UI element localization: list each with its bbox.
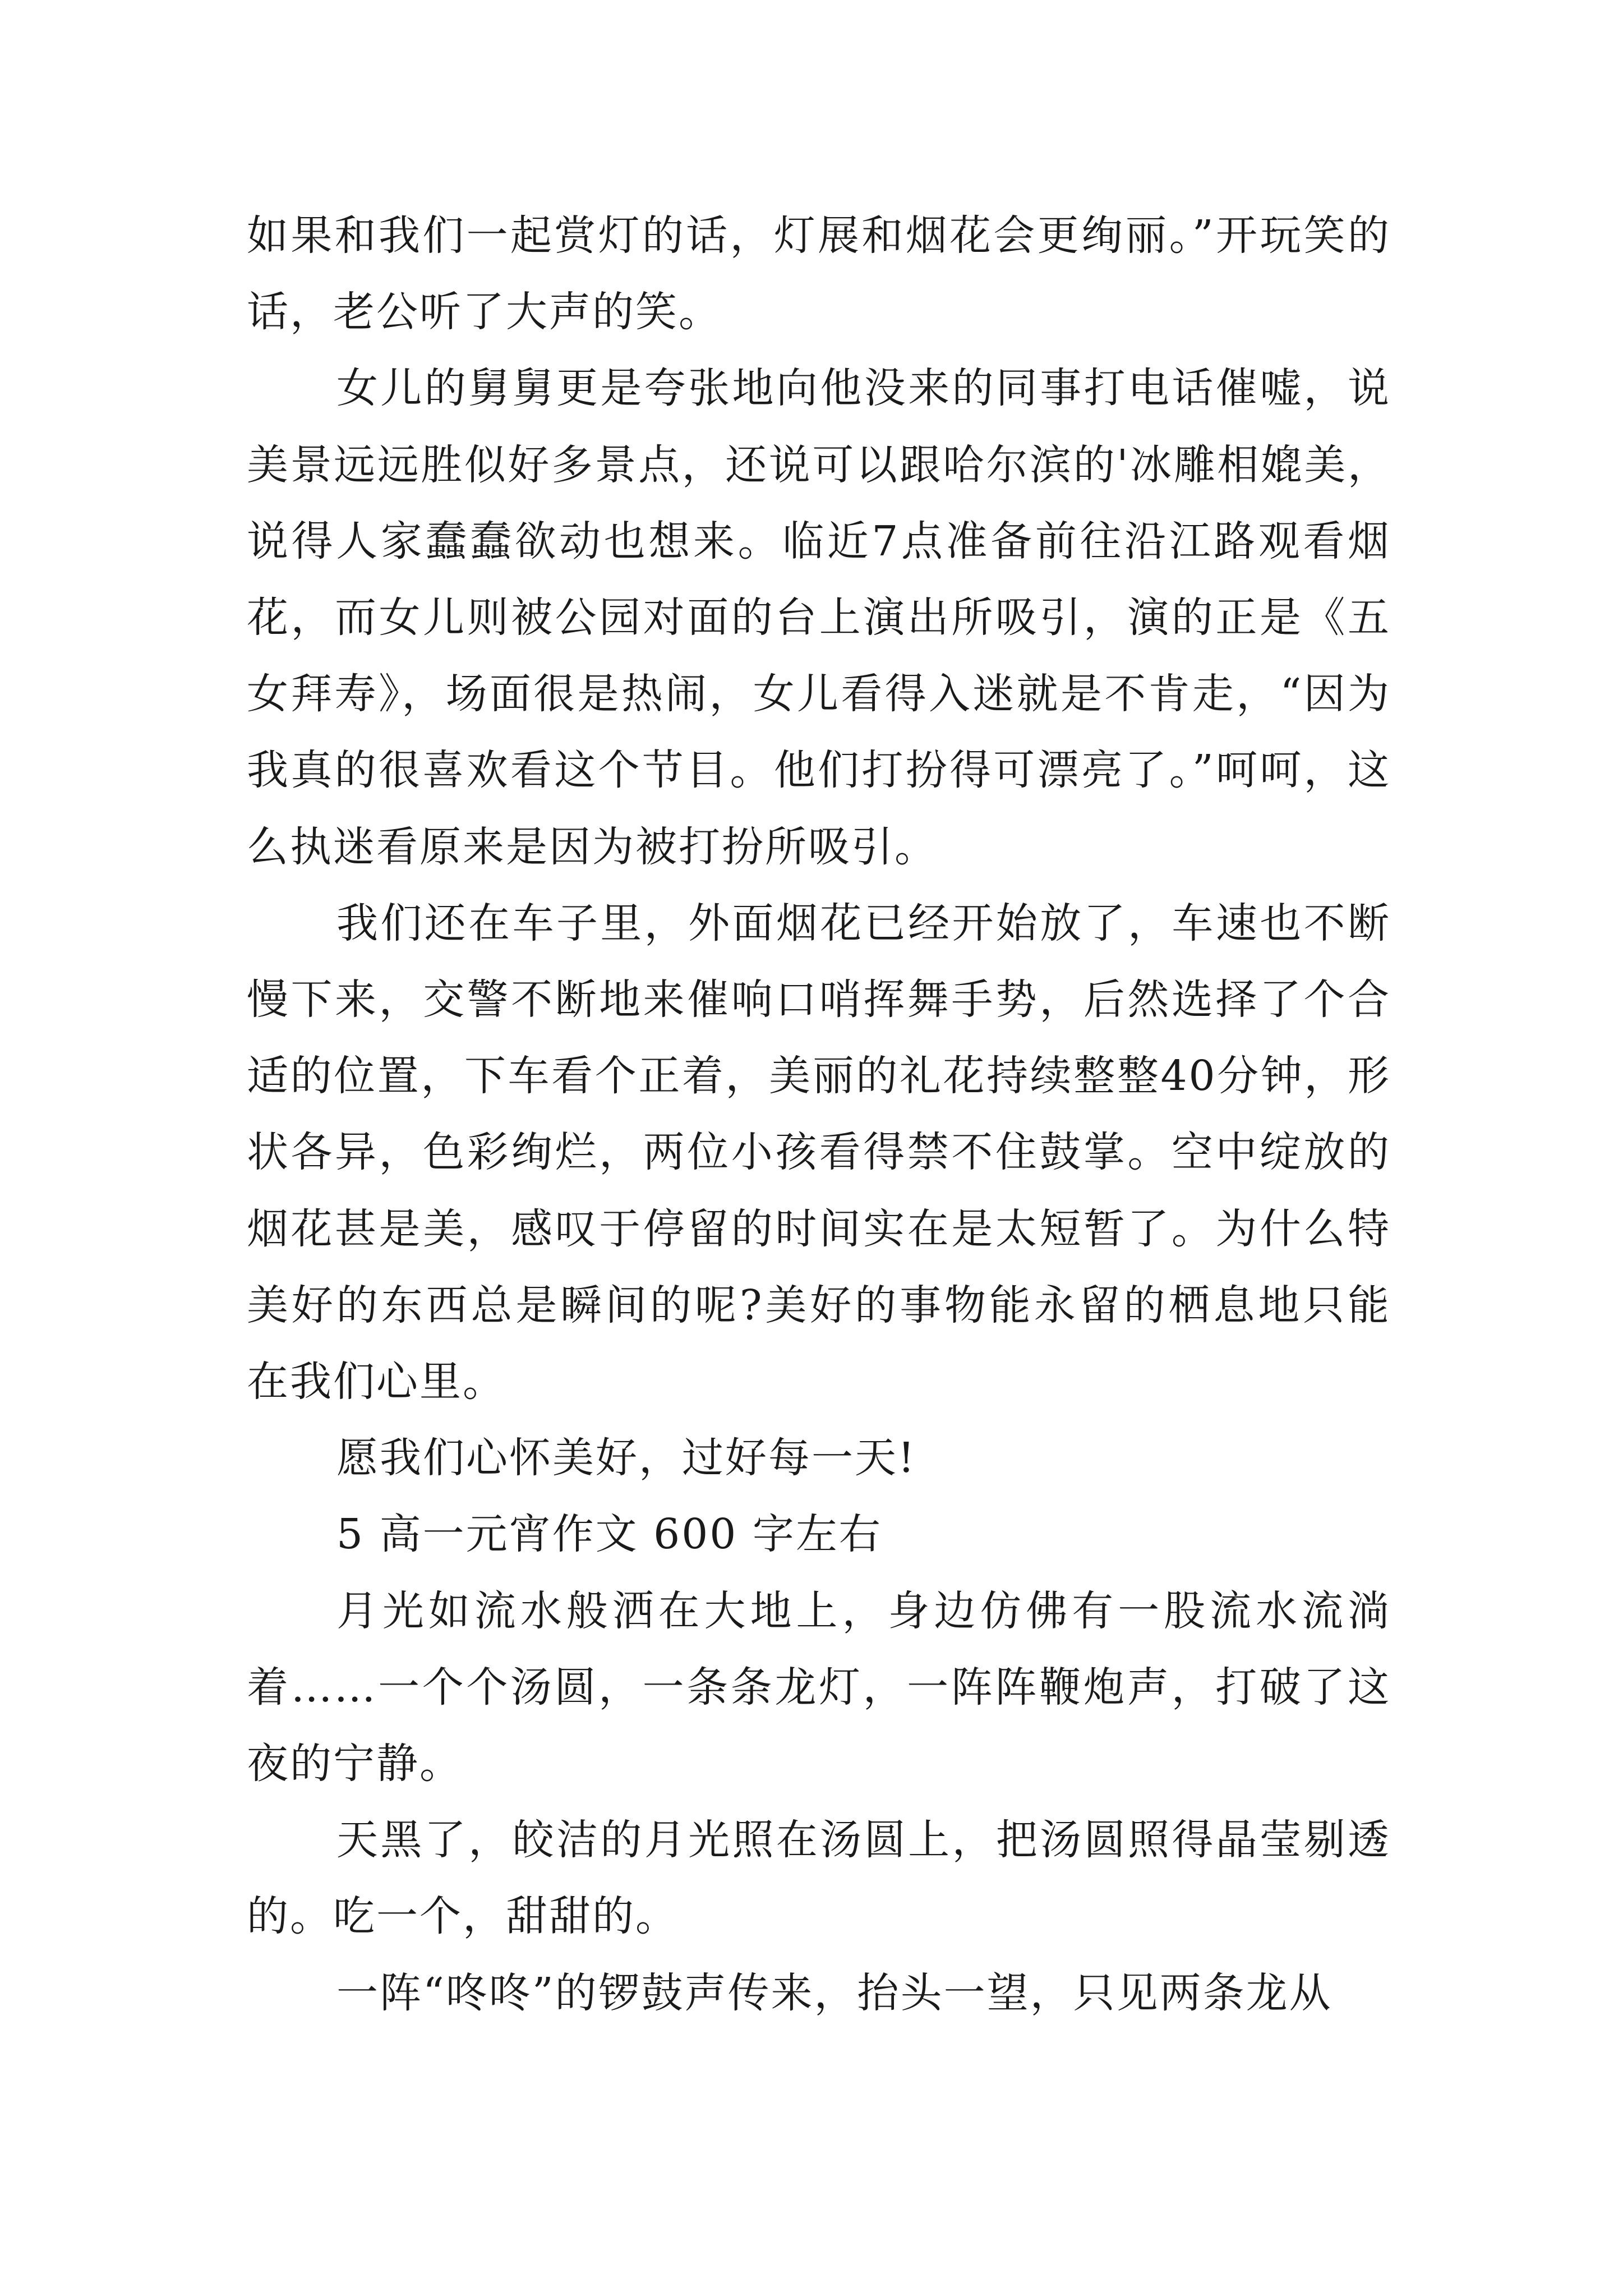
paragraph-8: 一阵“咚咚”的锣鼓声传来，抬头一望，只见两条龙从 <box>336 1968 1332 2017</box>
section-heading: 5 高一元宵作文 600 字左右 <box>336 1510 882 1559</box>
paragraph-7: 天黑了，皎洁的月光照在汤圆上，把汤圆照得晶莹剔透的。吃一个，甜甜的。 <box>247 1816 1391 1941</box>
paragraph-1: 如果和我们一起赏灯的话，灯展和烟花会更绚丽。”开玩笑的话，老公听了大声的笑。 <box>247 211 1391 337</box>
paragraph-4: 愿我们心怀美好，过好每一天! <box>336 1434 916 1483</box>
paragraph-2: 女儿的舅舅更是夸张地向他没来的同事打电话催嘘，说美景远远胜似好多景点，还说可以跟哈尔滨的'冰雕相媲美，说得人家蠢蠢欲动也想来。临近7点准备前往沿江路观看烟花，而女儿则被公园对面的台上演出所吸引，演的正是《五女拜寿》，场面很是热闹，女儿看得入迷就是不肯走，“因为我真的很喜欢看这个节目。他们打扮得可漂亮了。”呵呵，这么执迷看原来是因为被打扮所吸引。 <box>247 364 1391 871</box>
paragraph-6: 月光如流水般洒在大地上，身边仿佛有一股流水流淌着……一个个汤圆，一条条龙灯，一阵阵鞭炮声，打破了这夜的宁静。 <box>247 1586 1391 1788</box>
document-body <box>247 197 1391 2031</box>
paragraph-3: 我们还在车子里，外面烟花已经开始放了，车速也不断慢下来，交警不断地来催响口哨挥舞手势，后然选择了个合适的位置，下车看个正着，美丽的礼花持续整整40分钟，形状各异，色彩绚烂，两位小孩看得禁不住鼓掌。空中绽放的烟花甚是美，感叹于停留的时间实在是太短暂了。为什么特美好的东西总是瞬间的呢?美好的事物能永留的栖息地只能在我们心里。 <box>247 899 1391 1406</box>
